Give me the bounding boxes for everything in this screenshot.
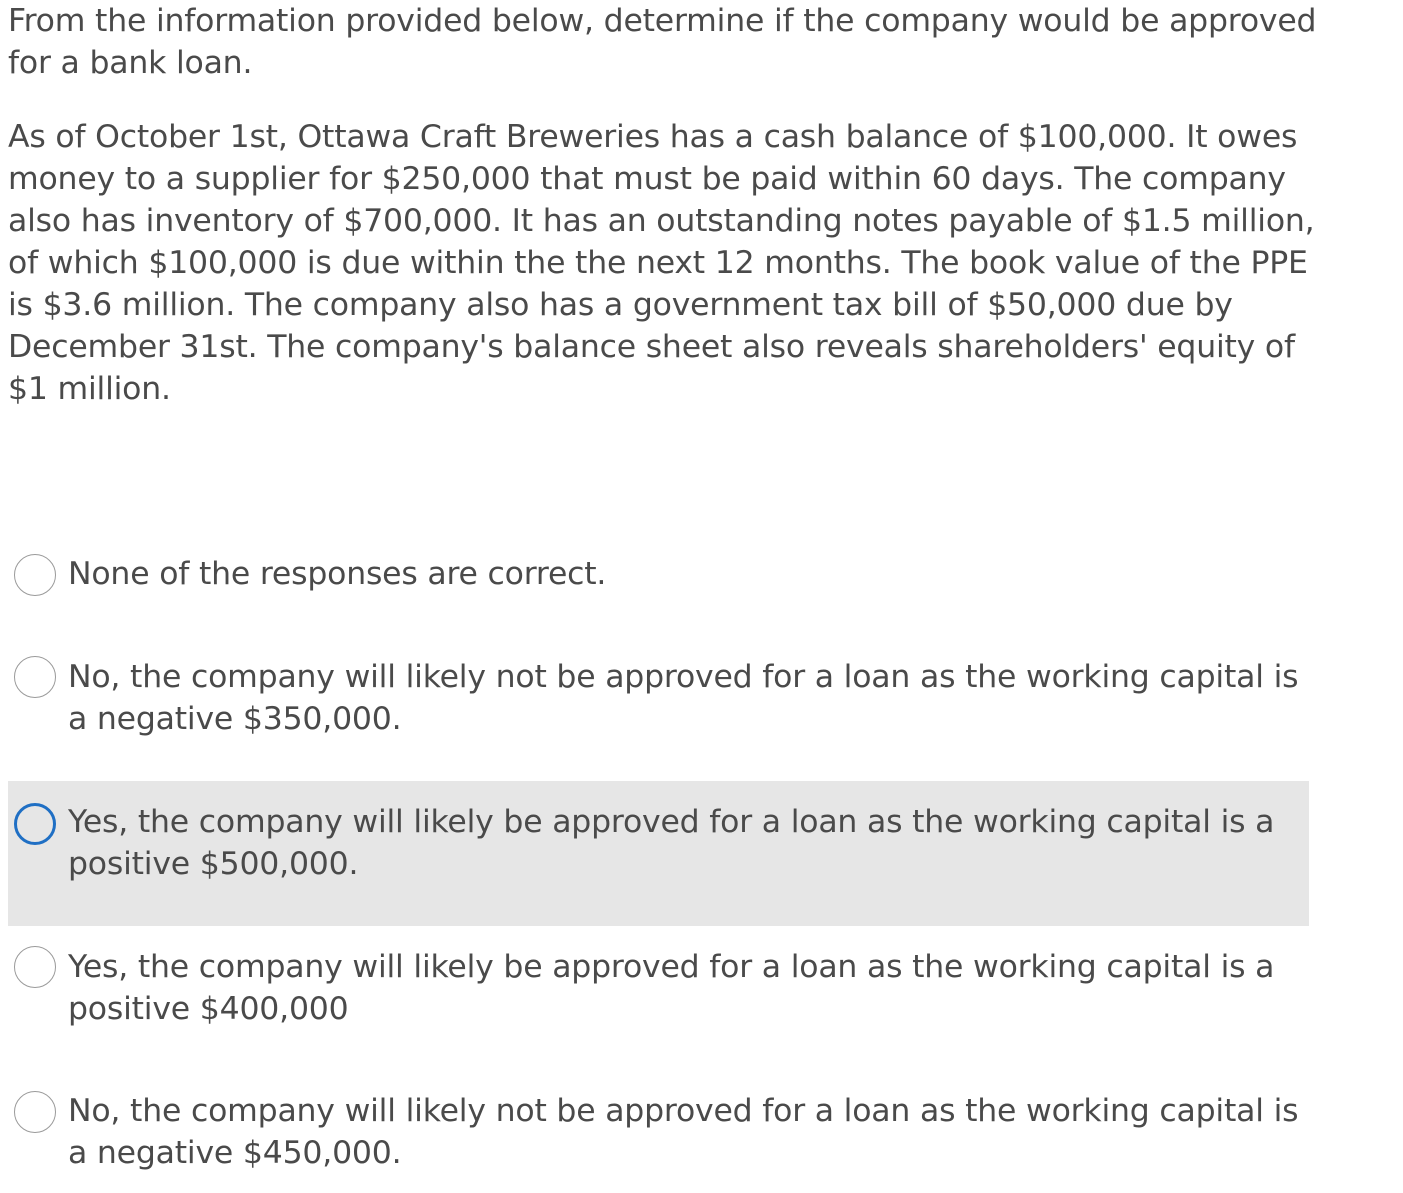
radio-button-1[interactable]	[14, 554, 56, 596]
question-prompt: From the information provided below, determine if the company would be approved for a bank loan.	[8, 3, 1317, 81]
question-scenario: As of October 1st, Ottawa Craft Breweries has a cash balance of $100,000. It owes money to a supplier for $250,000 that must be paid within 60 days. The company also has inventory of $700,000. It has an outstanding notes payable of $1.5 million, of which $100,000 is due within the the next 12 months. The book value of the PPE is $3.6 million. The company also has a government tax bill of $50,000 due by December 31st. The company's balance sheet also reveals shareholders' equity of $1 million.	[8, 119, 1315, 407]
answer-choice-1[interactable]	[8, 552, 1309, 602]
answer-choice-4[interactable]	[8, 944, 1309, 1034]
radio-button-3[interactable]	[14, 803, 56, 845]
radio-button-2[interactable]	[14, 656, 56, 698]
answer-choice-label[interactable]: None of the responses are correct.	[68, 556, 607, 592]
question-text	[8, 0, 1318, 410]
radio-button-4[interactable]	[14, 946, 56, 988]
answer-choice-label[interactable]: Yes, the company will likely be approved for a loan as the working capital is a positive $500,000.	[68, 804, 1275, 882]
answer-choice-5[interactable]	[8, 1088, 1309, 1183]
answer-choice-3[interactable]	[8, 781, 1309, 926]
radio-button-5[interactable]	[14, 1091, 56, 1133]
answer-choice-label[interactable]: Yes, the company will likely be approved for a loan as the working capital is a positive $400,000	[68, 949, 1275, 1027]
answer-choice-2[interactable]	[8, 654, 1309, 744]
answer-choice-label[interactable]: No, the company will likely not be approved for a loan as the working capital is a negative $450,000.	[68, 1093, 1299, 1171]
answer-choice-label[interactable]: No, the company will likely not be approved for a loan as the working capital is a negative $350,000.	[68, 659, 1299, 737]
